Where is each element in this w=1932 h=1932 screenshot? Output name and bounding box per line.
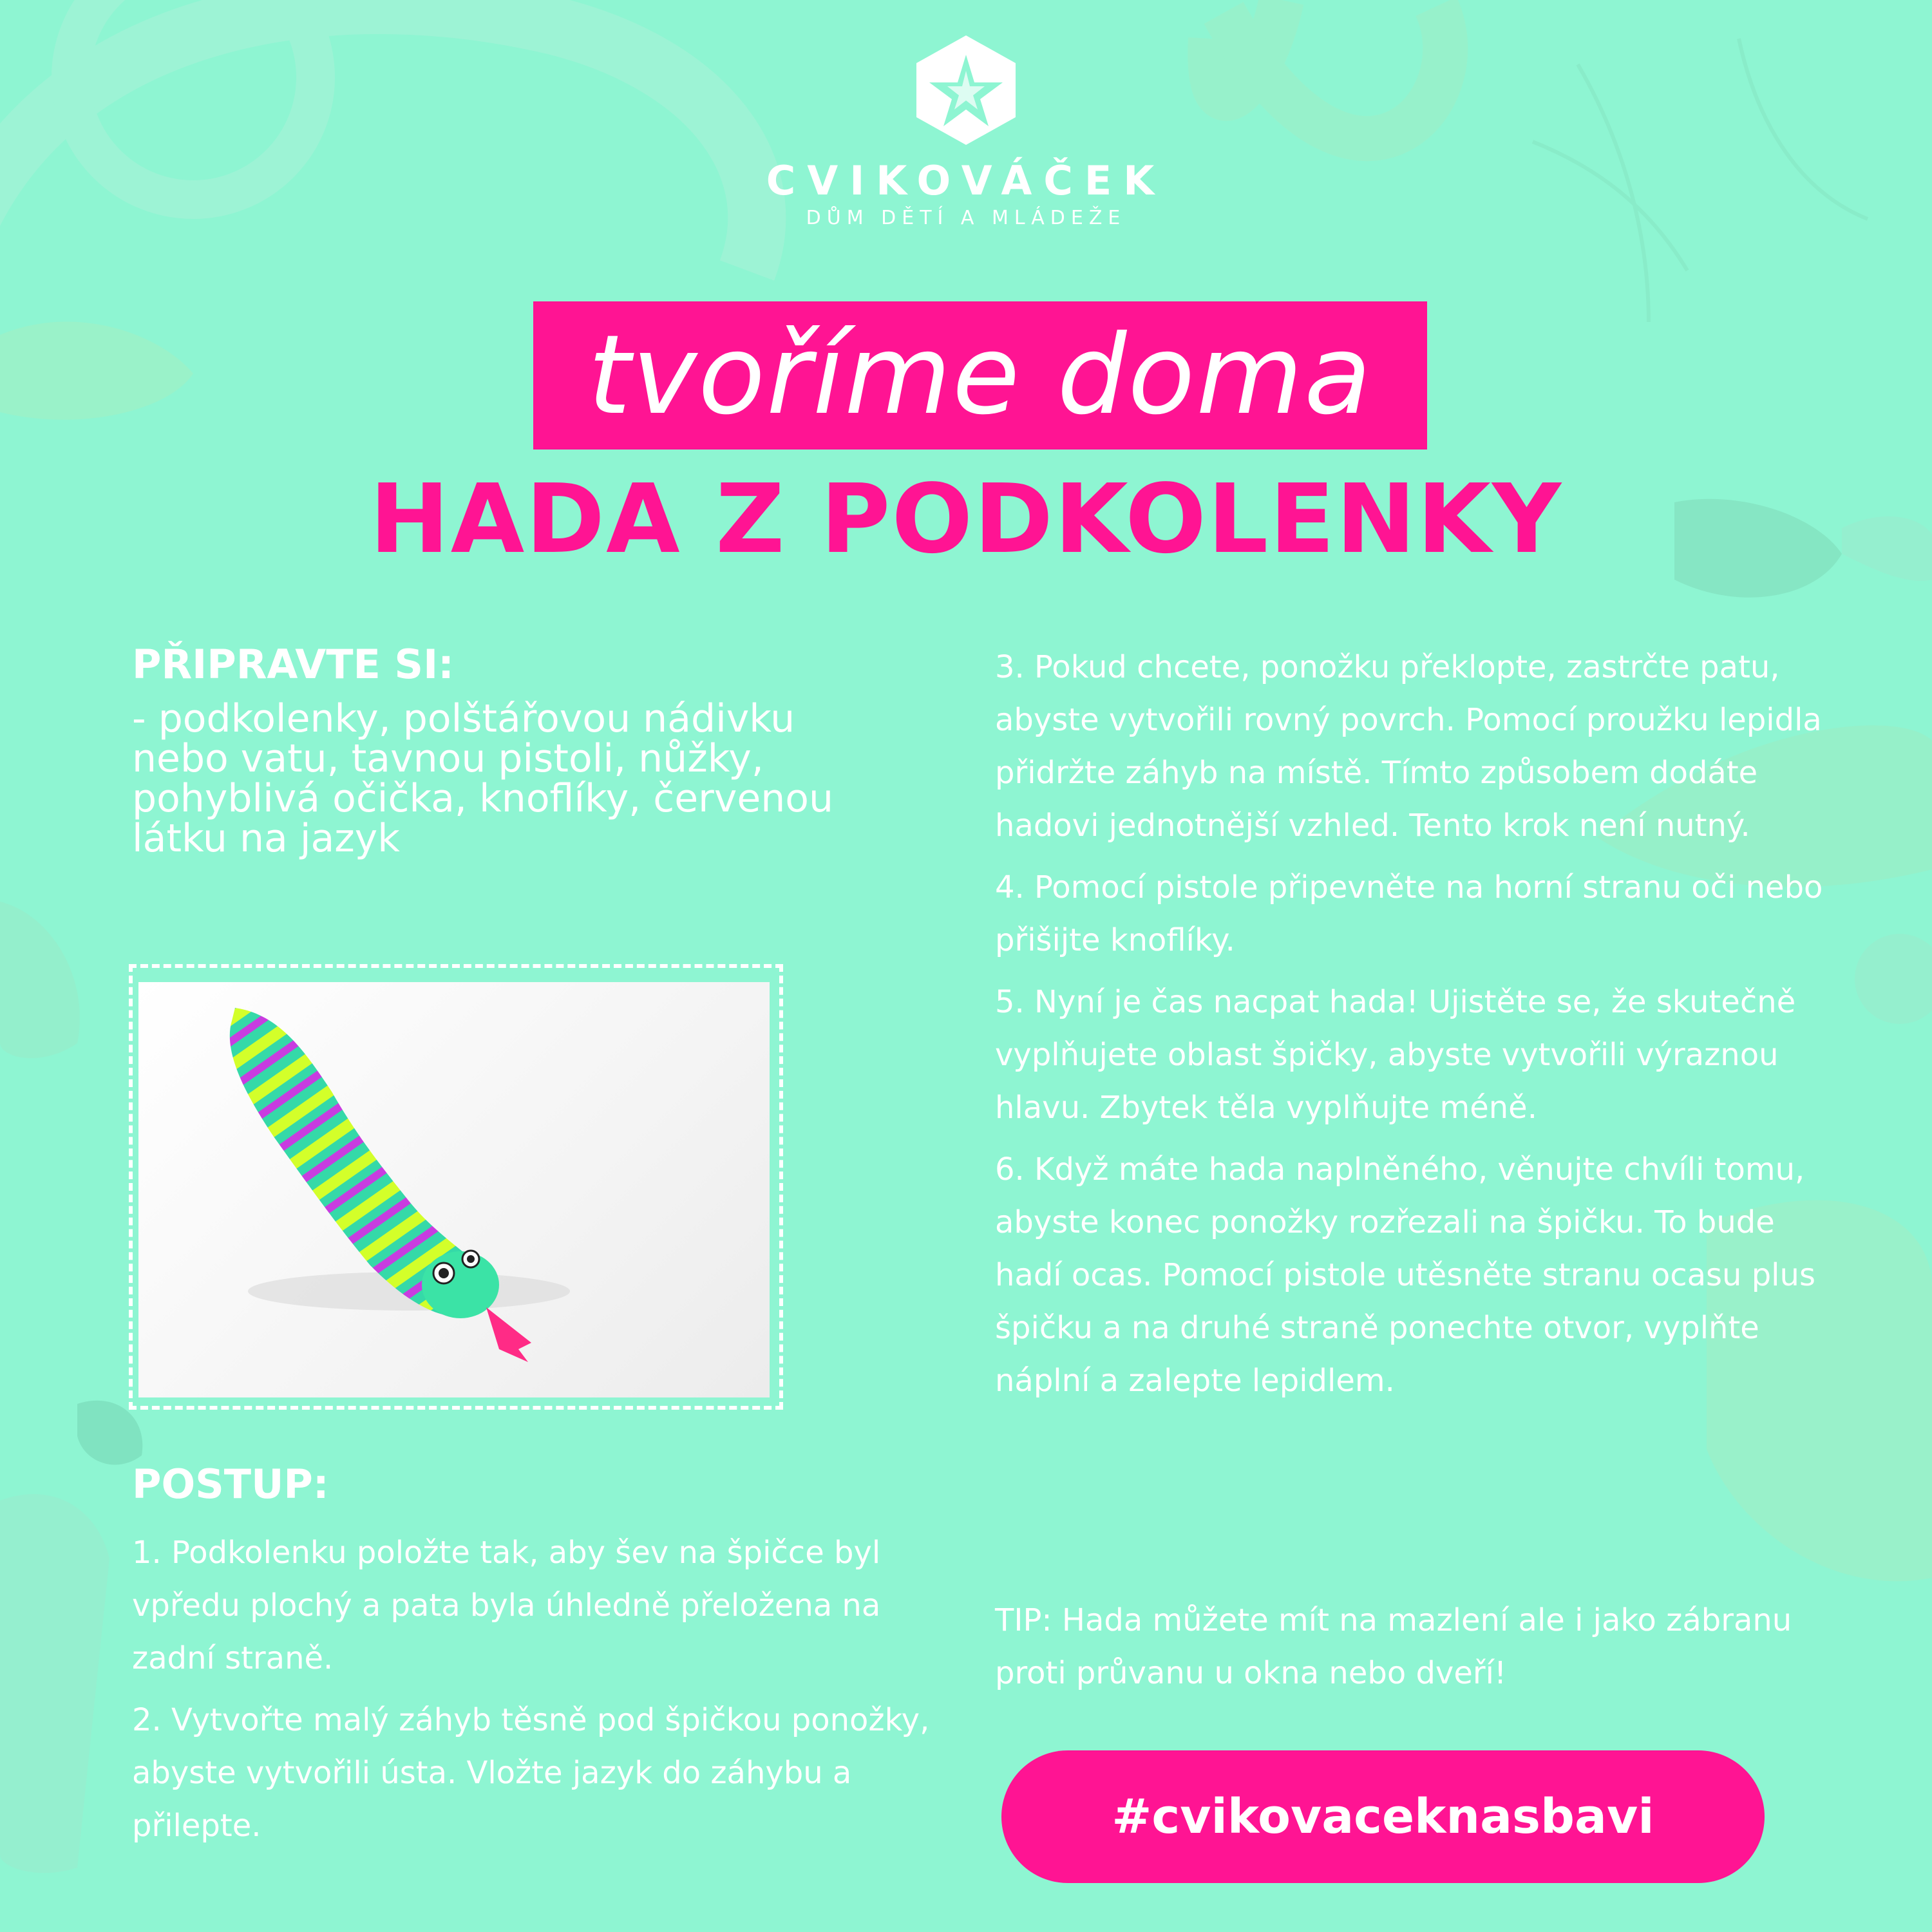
- step-2: 2. Vytvořte malý záhyb těsně pod špičkou ponožky, abyste vytvořili ústa. Vložte jazyk do záhybu a přilepte.: [132, 1702, 930, 1844]
- star-in-hexagon-icon: [905, 32, 1027, 148]
- steps-right-column: [995, 641, 1845, 1416]
- banner-text: tvoříme doma: [587, 312, 1373, 439]
- sock-snake-photo: [138, 982, 770, 1397]
- procedure-heading: POSTUP:: [132, 1461, 329, 1508]
- logo-subtitle: DŮM DĚTÍ A MLÁDEŽE: [806, 207, 1126, 229]
- logo: [760, 32, 1172, 229]
- step-1: 1. Podkolenku položte tak, aby šev na špičce byl vpředu plochý a pata byla úhledně přeložena na zadní straně.: [132, 1535, 881, 1676]
- supplies-heading: PŘIPRAVTE SI:: [132, 641, 454, 688]
- logo-name: CVIKOVÁČEK: [766, 157, 1166, 204]
- step-6: 6. Když máte hada naplněného, věnujte chvíli tomu, abyste konec ponožky rozřezali na špičku. To bude hadí ocas. Pomocí pistole utěsněte stranu ocasu plus špičku a na druhé straně ponechte otvor, vyplňte náplní a zalepte lepidlem.: [995, 1151, 1815, 1399]
- hashtag-button[interactable]: #cvikovaceknasbavi: [1001, 1750, 1765, 1883]
- supplies-list: - podkolenky, polštářovou nádivku nebo vatu, tavnou pistoli, nůžky, pohyblivá očička, knoflíky, červenou látku na jazyk: [132, 696, 834, 861]
- step-3: 3. Pokud chcete, ponožku překlopte, zastrčte patu, abyste vytvořili rovný povrch. Pomocí proužku lepidla přidržte záhyb na místě. Tímto způsobem dodáte hadovi jednotnější vzhled. Tento krok není nutný.: [995, 649, 1822, 844]
- tip-text: TIP: Hada můžete mít na mazlení ale i jako zábranu proti průvanu u okna nebo dveří!: [995, 1602, 1792, 1691]
- header-banner: [533, 301, 1427, 450]
- step-4: 4. Pomocí pistole připevněte na horní stranu oči nebo přišijte knoflíky.: [995, 869, 1823, 958]
- step-5: 5. Nyní je čas nacpat hada! Ujistěte se, že skutečně vyplňujete oblast špičky, abyste vytvořili výraznou hlavu. Zbytek těla vyplňujte méně.: [995, 984, 1796, 1126]
- steps-left-column: [132, 1526, 969, 1861]
- page-title: HADA Z PODKOLENKY: [369, 464, 1563, 574]
